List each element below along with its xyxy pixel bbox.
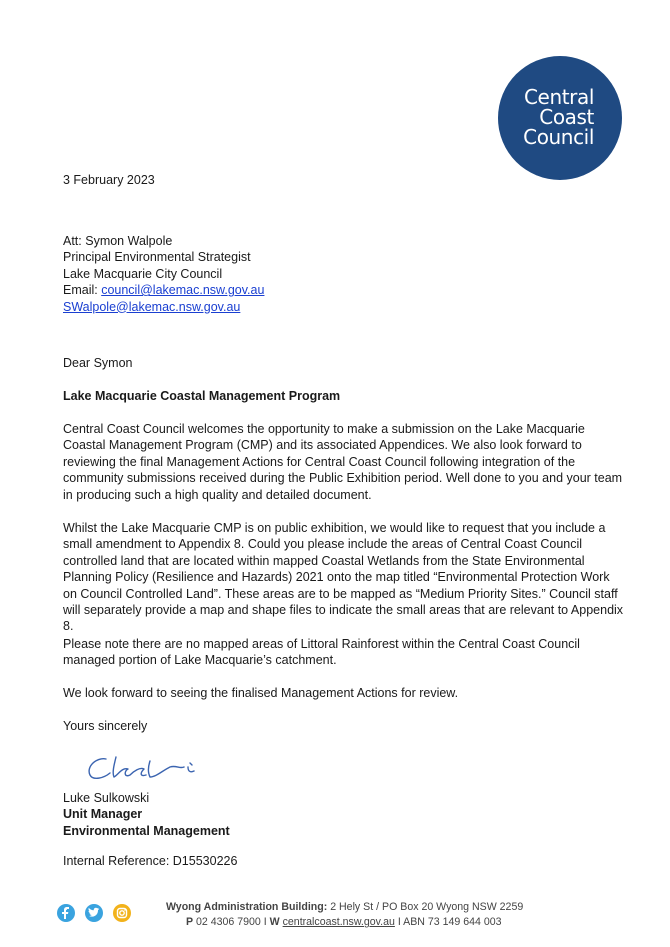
email-link-swalpole[interactable]: SWalpole@lakemac.nsw.gov.au: [63, 299, 241, 314]
footer-phone: 02 4306 7900 I: [193, 916, 270, 928]
letter-date: 3 February 2023: [63, 173, 155, 187]
signatory-name: Luke Sulkowski: [63, 791, 150, 805]
signature-image: [84, 753, 214, 785]
footer-address: 2 Hely St / PO Box 20 Wyong NSW 2259: [327, 901, 524, 913]
addressee-org: Lake Macquarie City Council: [63, 266, 223, 281]
body-paragraph-3: Please note there are no mapped areas of Littoral Rainforest within the Central Coast Council managed portion of Lake Macquarie’s catchment.: [63, 637, 580, 668]
body-paragraph-2: Whilst the Lake Macquarie CMP is on public exhibition, we would like to request that you include a small amendment to Appendix 8. Could you please include the areas of Central Coast Council controlled land that are located within mapped Coastal Wetlands from the State Environmental Planning Policy (Resilience and Hazards) 2021 onto the map titled “Environmental Protection Work on Council Controlled Land”. These areas are to be mapped as “Medium Priority Sites.” Council staff will separately provide a map and shape files to indicate the small areas that are relevant to Appendix 8.: [63, 521, 624, 634]
addressee-att: Att: Symon Walpole: [63, 234, 173, 248]
addressee-block: [63, 233, 623, 315]
body-paragraph-4: We look forward to seeing the finalised Management Actions for review.: [63, 686, 459, 700]
logo-line-2: Coast: [539, 105, 594, 129]
logo-line-3: Council: [523, 125, 594, 149]
signatory-department: Environmental Management: [63, 823, 230, 838]
signatory-block: [63, 790, 623, 839]
twitter-icon[interactable]: [85, 904, 103, 922]
footer-line-1: [166, 900, 523, 915]
internal-reference: Internal Reference: D15530226: [63, 854, 238, 868]
body-paragraph-1: Central Coast Council welcomes the opportunity to make a submission on the Lake Macquarie Coastal Management Program (CMP) and its associated Appendices. We also look forward to reviewing the final Management Actions for Central Coast Council following integration of the community submissions received during the Public Exhibition period. Well done to you and your team in producing such a high quality and detailed document.: [63, 422, 623, 502]
facebook-icon[interactable]: [57, 904, 75, 922]
addressee-email-line-2: [63, 299, 623, 315]
footer-phone-label: P: [186, 916, 194, 928]
instagram-icon[interactable]: [113, 904, 131, 922]
footer-web-link[interactable]: centralcoast.nsw.gov.au: [282, 916, 395, 928]
email-label: Email:: [63, 283, 102, 298]
subject-heading: Lake Macquarie Coastal Management Program: [63, 389, 341, 403]
salutation: Dear Symon: [63, 356, 133, 370]
footer-building-label: Wyong Administration Building:: [166, 901, 328, 913]
footer-abn: I ABN 73 149 644 003: [394, 916, 502, 928]
logo-text: [523, 87, 594, 147]
footer-web-label: W: [269, 916, 280, 928]
addressee-email-line: [63, 282, 623, 298]
email-link-council[interactable]: council@lakemac.nsw.gov.au: [101, 283, 265, 298]
footer-line-2: [166, 915, 523, 930]
addressee-role: Principal Environmental Strategist: [63, 250, 251, 265]
footer: [166, 900, 523, 930]
council-logo: [498, 56, 622, 180]
signatory-title: Unit Manager: [63, 807, 143, 822]
logo-line-1: Central: [523, 85, 594, 109]
closing: Yours sincerely: [63, 719, 148, 733]
